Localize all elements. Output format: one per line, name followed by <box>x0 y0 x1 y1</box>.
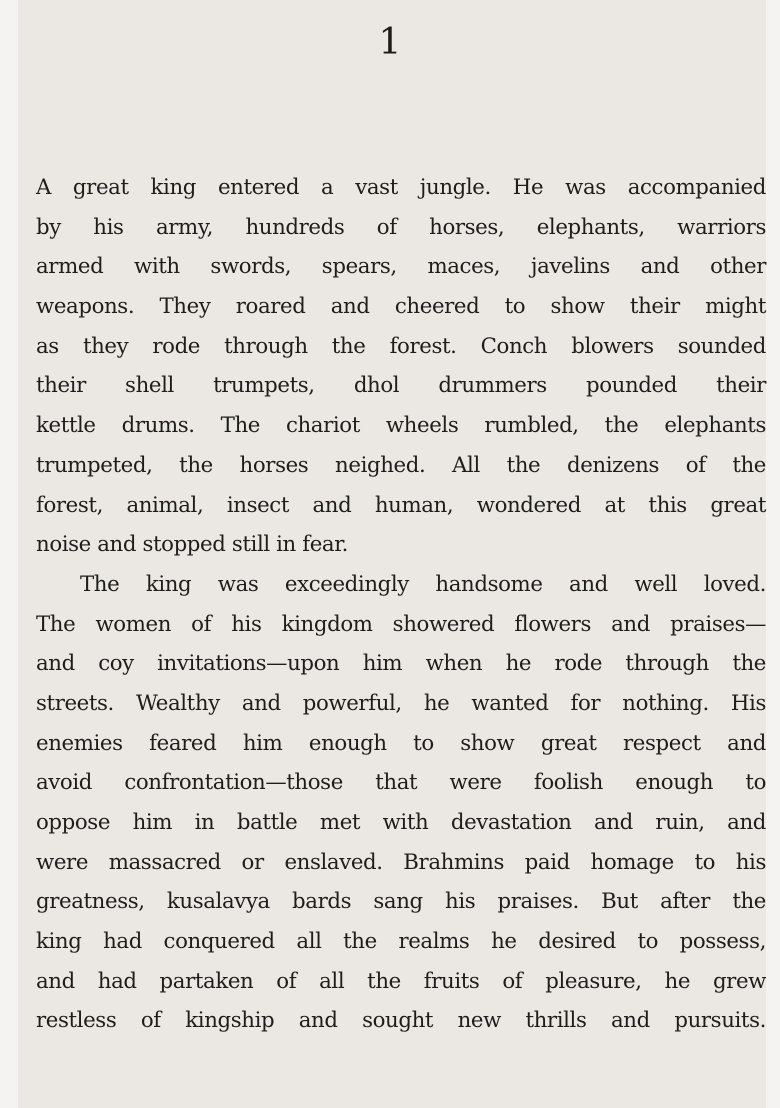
text-line: greatness, kusalavya bards sang his praises. But after the <box>36 889 766 915</box>
text-line: The king was exceedingly handsome and well loved. <box>80 571 766 597</box>
text-line: by his army, hundreds of horses, elephants, warriors <box>36 214 766 240</box>
text-line: king had conquered all the realms he desired to possess, <box>36 929 766 955</box>
paragraph <box>36 168 766 565</box>
text-line: avoid confrontation—those that were foolish enough to <box>36 770 766 796</box>
text-line: noise and stopped still in fear. <box>36 532 349 558</box>
text-line: their shell trumpets, dhol drummers pounded their <box>36 373 766 399</box>
text-line: weapons. They roared and cheered to show their might <box>36 294 766 320</box>
text-line: armed with swords, spears, maces, javelins and other <box>36 254 766 280</box>
chapter-number: 1 <box>378 22 402 63</box>
text-line: trumpeted, the horses neighed. All the denizens of the <box>36 452 766 478</box>
text-line: forest, animal, insect and human, wondered at this great <box>36 492 766 518</box>
text-line: and had partaken of all the fruits of pleasure, he grew <box>36 968 766 994</box>
text-line: as they rode through the forest. Conch blowers sounded <box>36 333 766 359</box>
text-line: enemies feared him enough to show great respect and <box>36 730 766 756</box>
text-line: streets. Wealthy and powerful, he wanted for nothing. His <box>36 690 766 716</box>
text-line: A great king entered a vast jungle. He was accompanied <box>36 175 766 200</box>
text-line: restless of kingship and sought new thrills and pursuits. <box>36 1008 766 1034</box>
text-line: were massacred or enslaved. Brahmins paid homage to his <box>36 849 766 875</box>
body-text <box>36 168 766 1041</box>
paragraph <box>36 565 766 1041</box>
text-line: kettle drums. The chariot wheels rumbled, the elephants <box>36 413 766 439</box>
text-line: and coy invitations—upon him when he rode through the <box>36 651 766 677</box>
text-line: The women of his kingdom showered flowers and praises— <box>36 611 766 637</box>
text-line: oppose him in battle met with devastation and ruin, and <box>36 810 766 835</box>
